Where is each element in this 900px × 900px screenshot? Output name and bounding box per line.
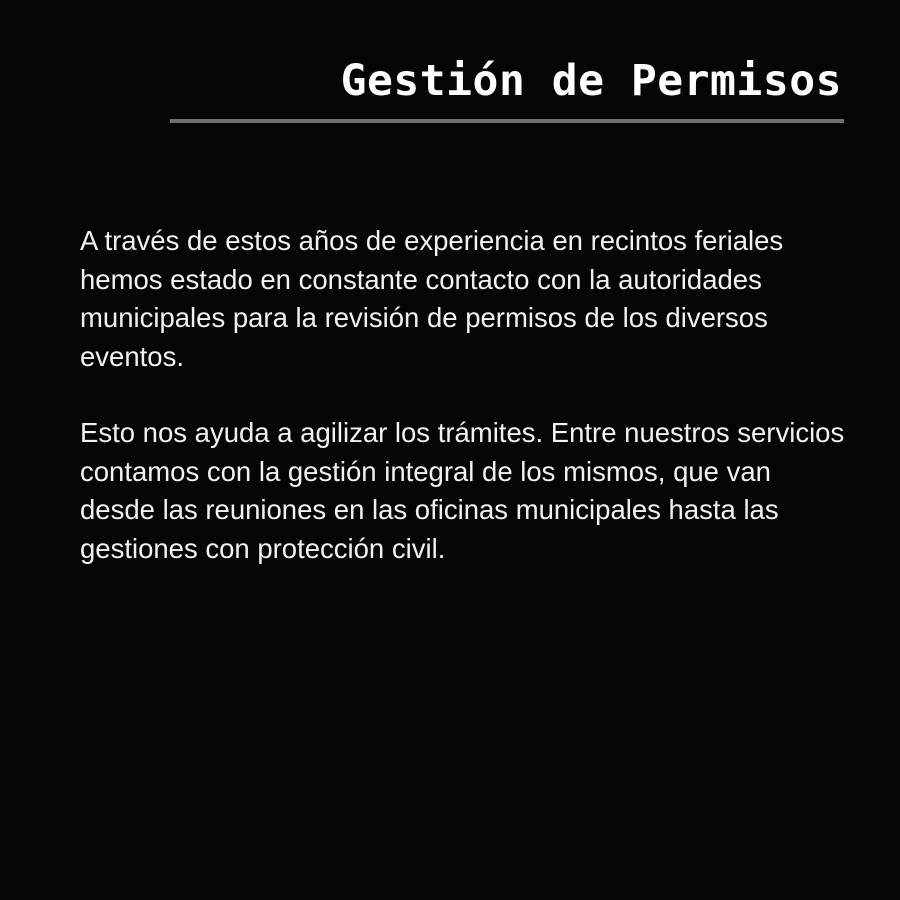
title-divider — [170, 119, 844, 123]
title-block — [120, 58, 844, 123]
page-title: Gestión de Permisos — [340, 56, 842, 106]
paragraph-1: A través de estos años de experiencia en recintos feriales hemos estado en constante contacto con la autoridades municipales para la revisión de permisos de los diversos eventos. — [80, 225, 784, 372]
body-text-block — [80, 222, 850, 568]
paragraph-2: Esto nos ayuda a agilizar los trámites. Entre nuestros servicios contamos con la gestión integral de los mismos, que van desde las reuniones en las oficinas municipales hasta las gestiones con protección civil. — [80, 417, 845, 564]
